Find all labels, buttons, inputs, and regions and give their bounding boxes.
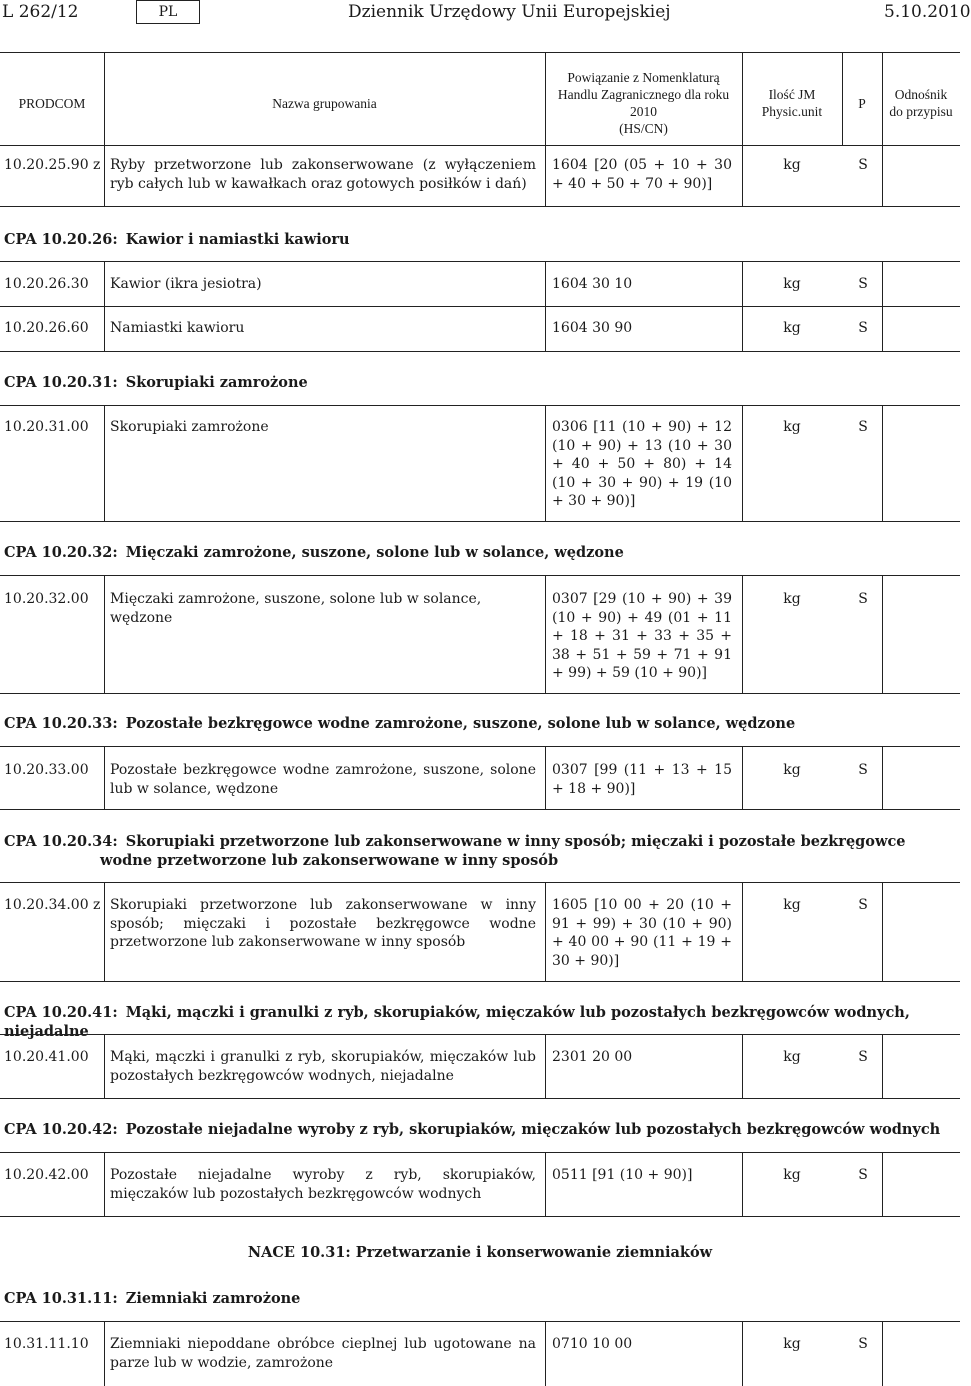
unit-value: kg xyxy=(783,1336,801,1352)
cpa-section-heading xyxy=(4,833,952,870)
column-divider xyxy=(104,746,105,809)
row-rule xyxy=(0,1034,960,1035)
unit-value: kg xyxy=(783,276,801,292)
cpa-code: CPA 10.20.32: xyxy=(4,544,118,561)
row-rule xyxy=(0,261,960,262)
row-rule xyxy=(0,405,960,406)
hs-header-line: Powiązanie z Nomenklaturą xyxy=(567,70,720,85)
cpa-section-heading xyxy=(4,544,624,563)
column-divider xyxy=(882,1321,883,1386)
cpa-title: Pozostałe niejadalne wyroby z ryb, skorupiaków, mięczaków lub pozostałych bezkręgowców wodnych xyxy=(125,1121,941,1138)
prodcom-code: 10.31.11.10 xyxy=(4,1336,89,1352)
cpa-section-heading xyxy=(4,231,350,250)
column-divider xyxy=(104,1152,105,1216)
language-code-box: PL xyxy=(136,0,200,24)
row-rule xyxy=(0,306,960,307)
product-name: Ziemniaki niepoddane obróbce cieplnej lub ugotowane na parze lub w wodzie, zamrożone xyxy=(110,1336,536,1371)
journal-title: Dziennik Urzędowy Unii Europejskiej xyxy=(348,2,671,22)
column-divider xyxy=(545,1321,546,1386)
cpa-title: Skorupiaki zamrożone xyxy=(125,374,308,391)
row-rule xyxy=(0,521,960,522)
cpa-title: Skorupiaki przetworzone lub zakonserwowane w inny sposób; mięczaki i pozostałe bezkręgowce wodne przetworzone lub zakonserwowane w inny sposób xyxy=(100,833,906,869)
p-flag: S xyxy=(858,1049,868,1065)
product-name: Mąki, mączki i granulki z ryb, skorupiaków, mięczaków lub pozostałych bezkręgowców wodnych, niejadalne xyxy=(110,1049,536,1084)
unit-value: kg xyxy=(783,320,801,336)
hs-cn-code: 0511 [91 (10 + 90)] xyxy=(552,1167,693,1183)
nace-heading: NACE 10.31: Przetwarzanie i konserwowanie ziemniaków xyxy=(247,1244,713,1261)
column-divider xyxy=(104,1034,105,1098)
p-flag: S xyxy=(858,1336,868,1352)
column-divider xyxy=(742,145,743,206)
prodcom-code: 10.20.42.00 xyxy=(4,1167,89,1183)
column-header-note xyxy=(882,86,960,120)
product-name: Namiastki kawioru xyxy=(110,320,245,336)
unit-value: kg xyxy=(783,1049,801,1065)
p-flag: S xyxy=(858,419,868,435)
row-rule xyxy=(0,1098,960,1099)
unit-value: kg xyxy=(783,419,801,435)
column-divider xyxy=(104,261,105,306)
cpa-title: Mąki, mączki i granulki z ryb, skorupiaków, mięczaków lub pozostałych bezkręgowców wodnych, niejadalne xyxy=(4,1004,910,1040)
column-divider xyxy=(104,1321,105,1386)
column-header-p: P xyxy=(858,96,866,111)
prodcom-code: 10.20.34.00 z xyxy=(4,897,101,913)
hs-cn-code: 0306 [11 (10 + 90) + 12 (10 + 90) + 13 (10 + 30 + 40 + 50 + 80) + 14 (10 + 30 + 90) + 19 (10 + 30 + 90)] xyxy=(552,419,732,509)
product-name: Ryby przetworzone lub zakonserwowane (z wyłączeniem ryb całych lub w kawałkach oraz gotowych posiłków i dań) xyxy=(110,157,536,192)
cpa-section-heading xyxy=(4,374,308,393)
column-header-name: Nazwa grupowania xyxy=(272,96,377,111)
unit-header-line: Physic.unit xyxy=(761,104,823,119)
column-divider xyxy=(545,306,546,351)
row-rule xyxy=(0,809,960,810)
unit-value: kg xyxy=(783,897,801,913)
p-flag: S xyxy=(858,897,868,913)
cpa-code: CPA 10.20.41: xyxy=(4,1004,118,1021)
hs-header-line: Handlu Zagranicznego dla roku xyxy=(557,87,730,102)
p-flag: S xyxy=(858,276,868,292)
row-rule xyxy=(0,1216,960,1217)
cpa-code: CPA 10.20.42: xyxy=(4,1121,118,1138)
product-name: Mięczaki zamrożone, suszone, solone lub w solance, wędzone xyxy=(110,591,482,626)
row-rule xyxy=(0,693,960,694)
p-flag: S xyxy=(858,762,868,778)
cpa-section-heading xyxy=(4,1121,940,1140)
column-header-hs xyxy=(545,69,742,137)
cpa-title: Pozostałe bezkręgowce wodne zamrożone, suszone, solone lub w solance, wędzone xyxy=(125,715,796,732)
column-divider xyxy=(545,405,546,521)
prodcom-code: 10.20.33.00 xyxy=(4,762,89,778)
cpa-code: CPA 10.20.31: xyxy=(4,374,118,391)
prodcom-code: 10.20.26.30 xyxy=(4,276,89,292)
cpa-section-heading xyxy=(4,715,795,734)
row-rule xyxy=(0,351,960,352)
product-name: Pozostałe bezkręgowce wodne zamrożone, suszone, solone lub w solance, wędzone xyxy=(110,762,536,797)
note-header-line: Odnośnik xyxy=(894,87,948,102)
header-bottom-rule xyxy=(0,145,960,146)
row-rule xyxy=(0,746,960,747)
cpa-section-heading xyxy=(4,1290,300,1309)
p-flag: S xyxy=(858,320,868,336)
table-top-rule xyxy=(0,52,960,53)
row-rule xyxy=(0,575,960,576)
p-flag: S xyxy=(858,157,868,173)
hs-cn-code: 1604 [20 (05 + 10 + 30 + 40 + 50 + 70 + 90)] xyxy=(552,157,732,192)
prodcom-code: 10.20.26.60 xyxy=(4,320,89,336)
product-name: Kawior (ikra jesiotra) xyxy=(110,276,262,292)
hs-cn-code: 0307 [99 (11 + 13 + 15 + 18 + 90)] xyxy=(552,762,732,797)
cpa-section-heading xyxy=(4,1004,960,1041)
product-name: Skorupiaki przetworzone lub zakonserwowane w inny sposób; mięczaki i pozostałe bezkręgowce wodne przetworzone lub zakonserwowane w inny sposób xyxy=(110,897,536,950)
cpa-code: CPA 10.20.26: xyxy=(4,231,118,248)
cpa-code: CPA 10.31.11: xyxy=(4,1290,118,1307)
column-divider xyxy=(545,261,546,306)
prodcom-code: 10.20.32.00 xyxy=(4,591,89,607)
column-divider xyxy=(742,1321,743,1386)
column-divider xyxy=(545,882,546,981)
product-name: Skorupiaki zamrożone xyxy=(110,419,269,435)
column-divider xyxy=(545,145,546,206)
column-divider xyxy=(104,405,105,521)
product-name: Pozostałe niejadalne wyroby z ryb, skorupiaków, mięczaków lub pozostałych bezkręgowców wodnych xyxy=(110,1167,536,1202)
row-rule xyxy=(0,882,960,883)
column-divider xyxy=(545,575,546,693)
column-header-prodcom: PRODCOM xyxy=(18,96,86,111)
column-divider xyxy=(104,575,105,693)
column-divider xyxy=(545,1152,546,1216)
hs-cn-code: 1604 30 90 xyxy=(552,320,633,336)
prodcom-code: 10.20.25.90 z xyxy=(4,157,101,173)
hs-cn-code: 2301 20 00 xyxy=(552,1049,633,1065)
column-header-unit xyxy=(742,86,842,120)
cpa-code: CPA 10.20.34: xyxy=(4,833,118,850)
row-rule xyxy=(0,981,960,982)
column-divider xyxy=(545,746,546,809)
hs-header-line: 2010 xyxy=(630,104,657,119)
hs-cn-code: 0307 [29 (10 + 90) + 39 (10 + 90) + 49 (01 + 11 + 18 + 31 + 33 + 35 + 38 + 51 + 59 + 71 + 91 + 99) + 59 (10 + 90)] xyxy=(552,591,732,681)
unit-value: kg xyxy=(783,762,801,778)
prodcom-code: 10.20.31.00 xyxy=(4,419,89,435)
cpa-code: CPA 10.20.33: xyxy=(4,715,118,732)
column-divider xyxy=(104,882,105,981)
unit-value: kg xyxy=(783,157,801,173)
cpa-title: Kawior i namiastki kawioru xyxy=(125,231,350,248)
note-header-line: do przypisu xyxy=(889,104,953,119)
publication-date: 5.10.2010 xyxy=(884,2,971,22)
p-flag: S xyxy=(858,591,868,607)
row-rule xyxy=(0,1152,960,1153)
column-divider xyxy=(545,1034,546,1098)
hs-cn-code: 1604 30 10 xyxy=(552,276,633,292)
cpa-title: Mięczaki zamrożone, suszone, solone lub w solance, wędzone xyxy=(125,544,624,561)
column-divider xyxy=(882,145,883,206)
unit-header-line: Ilość JM xyxy=(768,87,816,102)
cpa-title: Ziemniaki zamrożone xyxy=(125,1290,301,1307)
unit-value: kg xyxy=(783,1167,801,1183)
row-rule xyxy=(0,1321,960,1322)
prodcom-code: 10.20.41.00 xyxy=(4,1049,89,1065)
page-reference: L 262/12 xyxy=(2,2,79,22)
row-rule xyxy=(0,206,960,207)
column-divider xyxy=(104,145,105,206)
hs-cn-code: 0710 10 00 xyxy=(552,1336,633,1352)
column-divider xyxy=(104,306,105,351)
hs-cn-code: 1605 [10 00 + 20 (10 + 91 + 99) + 30 (10 + 90) + 40 00 + 90 (11 + 19 + 30 + 90)] xyxy=(552,897,732,969)
hs-header-line: (HS/CN) xyxy=(619,121,668,136)
unit-value: kg xyxy=(783,591,801,607)
p-flag: S xyxy=(858,1167,868,1183)
